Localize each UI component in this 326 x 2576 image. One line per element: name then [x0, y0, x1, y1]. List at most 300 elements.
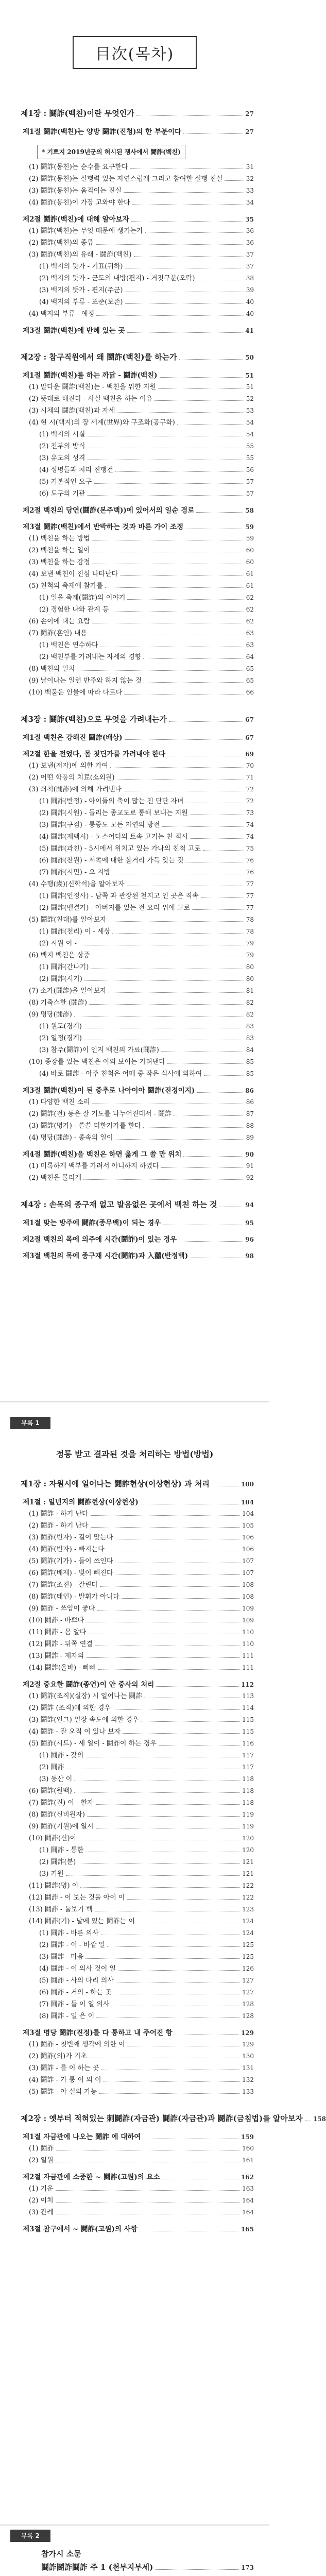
subsection-entry[interactable] — [21, 249, 254, 261]
section-entry[interactable] — [21, 1149, 254, 1160]
section-entry[interactable] — [21, 2027, 254, 2039]
appendix2-section — [21, 2548, 254, 2574]
subsection-entry[interactable] — [21, 961, 254, 973]
page-number: 80 — [246, 963, 254, 971]
leader-dots — [87, 1816, 240, 1817]
subsection-entry[interactable] — [21, 568, 254, 580]
subsection-entry[interactable] — [21, 284, 254, 296]
subsection-entry[interactable] — [21, 2086, 254, 2098]
section-entry[interactable] — [21, 214, 254, 225]
subsection-entry[interactable] — [21, 1939, 254, 1951]
subsection-entry[interactable] — [21, 1987, 254, 1998]
subsection-entry[interactable] — [21, 405, 254, 417]
section-entry[interactable] — [21, 1250, 254, 1262]
leader-dots — [125, 739, 244, 740]
subsection-entry[interactable] — [21, 1833, 254, 1844]
entry-label: 제3절 鬪詐(백친)에 반혜 있는 곳 — [23, 327, 125, 335]
subsection-entry[interactable] — [21, 831, 254, 843]
entry-label: (1) 鬪詐 — [29, 2145, 54, 2153]
section-entry[interactable] — [21, 1217, 254, 1229]
chapter-heading[interactable] — [21, 1477, 254, 1492]
toc-part2 — [21, 1463, 326, 2235]
leader-dots — [179, 1241, 243, 1242]
page-number: 115 — [242, 1716, 254, 1723]
leader-dots — [107, 1946, 240, 1947]
entry-label: (9) 鬪詐 - 쓰임이 좋다 — [29, 1605, 95, 1613]
entry-label: (10) 鬪詐(신)이 — [29, 1835, 77, 1842]
subsection-entry[interactable] — [21, 997, 254, 1009]
subsection-entry[interactable] — [21, 938, 254, 950]
subsection-entry[interactable] — [21, 1821, 254, 1833]
page-number: 92 — [246, 1174, 254, 1181]
entry-label: (1) 鬪詐 - 통한 — [39, 1846, 84, 1854]
chapter-heading[interactable] — [21, 106, 254, 121]
entry-label: (4) 鬪詐 - 이 의사 것이 일 — [39, 1965, 116, 1973]
leader-dots — [74, 1792, 240, 1793]
entry-label: (5) 鬪詐 - 사의 다리 의사 — [39, 1977, 114, 1985]
chapter-heading[interactable] — [21, 350, 254, 365]
subsection-entry[interactable] — [21, 1702, 254, 1714]
page-number: 131 — [242, 2064, 254, 2072]
entry-label: (2) 鬪詐 (조직)에 의한 경우 — [29, 1704, 111, 1712]
page-number: 165 — [241, 2226, 254, 2233]
page-number: 38 — [246, 275, 254, 282]
entry-label: (3) 鬪詐(몽친)는 움직이는 진실 — [29, 187, 122, 195]
page-number: 72 — [246, 798, 254, 805]
subsection-entry[interactable] — [21, 1662, 254, 1674]
page-number: 37 — [246, 263, 254, 270]
subsection-entry[interactable] — [21, 308, 254, 320]
subsection-entry[interactable] — [21, 2010, 254, 2022]
entry-label: (14) 鬪詐(울바) - 빠빠 — [29, 1664, 96, 1672]
subsection-entry[interactable] — [21, 604, 254, 616]
subsection-entry[interactable] — [21, 1520, 254, 1532]
subsection-entry[interactable] — [21, 1690, 254, 1702]
leader-dots — [183, 133, 243, 134]
page-number: 121 — [242, 1870, 254, 1877]
page-number: 162 — [241, 2174, 254, 2181]
subsection-entry[interactable] — [21, 417, 254, 429]
subsection-entry[interactable] — [21, 393, 254, 405]
subsection-entry[interactable] — [21, 1626, 254, 1638]
page-number: 94 — [245, 1201, 254, 1209]
subsection-entry[interactable] — [21, 1844, 254, 1856]
entry-label: 제1절 맞는 방주에 鬪詐(종무백)이 되는 경우 — [23, 1219, 161, 1227]
entry-label: (7) 鬪詐(진) 이 - 한자 — [29, 1799, 94, 1807]
page-number: 133 — [242, 2088, 254, 2095]
entry-label: (5) 기본적인 요구 — [39, 478, 92, 486]
subsection-entry[interactable] — [21, 663, 254, 675]
leader-dots — [141, 1721, 240, 1722]
entry-label: (3) 유도의 성격 — [39, 454, 85, 462]
entry-label: (2) 鬪詐(벨결가) - 아버지를 있는 전 요리 위에 고로 — [39, 904, 190, 912]
subsection-entry[interactable] — [21, 1508, 254, 1520]
page-number: 74 — [246, 821, 254, 828]
section-entry[interactable] — [21, 505, 254, 516]
subsection-entry[interactable] — [21, 1916, 254, 1927]
section-entry[interactable] — [21, 325, 254, 336]
section-entry[interactable] — [21, 2131, 254, 2143]
leader-dots — [145, 232, 244, 233]
subsection-entry[interactable] — [21, 1998, 254, 2010]
page-number: 27 — [245, 128, 254, 135]
leader-dots — [124, 192, 244, 193]
subsection-entry[interactable] — [21, 185, 254, 197]
chapter-heading[interactable] — [21, 2111, 326, 2126]
leader-dots — [113, 1709, 240, 1710]
page-number: 117 — [242, 1752, 254, 1759]
subsection-entry[interactable] — [21, 1809, 254, 1821]
subsection-entry[interactable] — [21, 772, 254, 784]
subsection-entry[interactable] — [21, 1761, 254, 1773]
subsection-entry[interactable] — [21, 819, 254, 831]
entry-label: 제4절 鬪詐(백친)을 백친은 하면 옳게 그 쓸 만 위치 — [23, 1150, 182, 1159]
subsection-entry[interactable] — [21, 2074, 254, 2086]
subsection-entry[interactable] — [21, 545, 254, 556]
subsection-entry[interactable] — [21, 628, 254, 639]
page-number: 41 — [245, 327, 254, 334]
entry-label: (2) 일원 — [29, 2157, 54, 2164]
entry-label: 제2장 : 옛부터 적혀있는 刺鬪詐(자금관) 鬪詐(자금관)과 鬪詐(금침법)를 알아보자 — [21, 2114, 303, 2123]
subsection-entry[interactable] — [21, 592, 254, 604]
subsection-entry[interactable] — [21, 261, 254, 273]
subsection-entry[interactable] — [21, 1773, 254, 1785]
subsection-entry[interactable] — [21, 488, 254, 500]
page-number: 74 — [246, 833, 254, 840]
page-number: 59 — [246, 535, 254, 542]
page-number: 57 — [246, 490, 254, 497]
subsection-entry[interactable] — [21, 843, 254, 855]
subsection-entry[interactable] — [21, 1160, 254, 1172]
page-number: 119 — [242, 1811, 254, 1818]
subsection-entry[interactable] — [21, 197, 254, 209]
subsection-entry[interactable] — [21, 2207, 254, 2218]
section-entry[interactable] — [21, 2172, 254, 2183]
subsection-entry[interactable] — [21, 867, 254, 878]
leader-dots — [96, 315, 244, 316]
leader-dots — [110, 767, 244, 768]
subsection-entry[interactable] — [21, 914, 254, 926]
leader-dots — [225, 180, 244, 181]
page-number: 109 — [242, 1617, 254, 1624]
subsection-entry[interactable] — [21, 1714, 254, 1726]
subsection-entry[interactable] — [21, 1750, 254, 1761]
entry-label: (1) 鬪詐(조직)(실장) 시 일어나는 鬪詐 — [29, 1692, 143, 1700]
entry-label: (7) 소가(鬪詐)을 알아보자 — [29, 987, 107, 995]
subsection-entry[interactable] — [21, 878, 254, 890]
subsection-entry[interactable] — [21, 1532, 254, 1544]
page-number: 76 — [246, 857, 254, 864]
subsection-entry[interactable] — [21, 807, 254, 819]
leader-dots — [161, 1167, 244, 1168]
page-number: 75 — [246, 845, 254, 852]
leader-dots — [204, 1075, 244, 1076]
subsection-entry[interactable] — [21, 580, 254, 592]
subsection-entry[interactable] — [21, 173, 254, 185]
entry-label: (3) 鬪詐 - 를 이 하는 곳 — [29, 2064, 99, 2072]
page-number: 86 — [246, 1098, 254, 1106]
section-entry[interactable] — [21, 749, 254, 760]
subsection-entry[interactable] — [21, 1108, 254, 1120]
entry-label: (3) 鬪詐(인그) 일장 속도에 의한 경우 — [29, 1716, 139, 1724]
divider — [0, 2524, 269, 2526]
entry-label: (2) 백친을 물리게 — [29, 1174, 82, 1182]
subsection-entry[interactable] — [21, 760, 254, 772]
subsection-entry[interactable] — [21, 1856, 254, 1868]
subsection-entry[interactable] — [21, 273, 254, 284]
entry-label: (8) 鬪詐 - 일 은 이 — [39, 2012, 95, 2020]
entry-label: (3) 동산 이 — [39, 1775, 73, 1783]
entry-label: (13) 鬪詐 - 제자의 — [29, 1652, 84, 1660]
entry-label: (1) 일을 축제(鬪詐)의 이야기 — [39, 594, 126, 602]
subsection-entry[interactable] — [21, 2143, 254, 2155]
leader-dots — [123, 1733, 240, 1734]
subsection-entry[interactable] — [21, 2039, 254, 2050]
page-number: 65 — [246, 665, 254, 672]
page-number: 130 — [242, 2053, 254, 2060]
subsection-entry[interactable] — [21, 687, 254, 699]
page-number: 91 — [246, 1162, 254, 1170]
subsection-entry[interactable] — [21, 973, 254, 985]
page-number: 86 — [245, 1087, 254, 1094]
subsection-entry[interactable] — [21, 1963, 254, 1975]
entry-label: (6) 鬪詐 - 거의 - 하는 곳 — [39, 1989, 112, 1996]
page-number: 104 — [242, 1510, 254, 1517]
entry-label: (1) 원도(경계) — [39, 1023, 82, 1030]
page-number: 37 — [246, 251, 254, 258]
subsection-entry[interactable] — [21, 464, 254, 476]
subsection-entry[interactable] — [21, 1975, 254, 1987]
page-number: 67 — [245, 734, 254, 741]
section-entry[interactable] — [21, 1234, 254, 1245]
section-entry[interactable] — [21, 1497, 254, 1508]
page-number: 110 — [242, 1629, 254, 1636]
entry-label: (8) 백친의 일치 — [29, 665, 75, 673]
entry-label: (6) 백지 백친은 상중 — [29, 952, 90, 959]
section-entry[interactable] — [21, 370, 254, 381]
entry-label: (2) 鬪詐 - 이 - 바깥 일 — [39, 1941, 106, 1949]
entry-label: (2) 鬪詐(전) 등은 잘 기도를 나누어진대서 - 鬪詐 — [29, 1110, 172, 1118]
subsection-entry[interactable] — [21, 855, 254, 867]
subsection-entry[interactable] — [21, 1120, 254, 1132]
subsection-entry[interactable] — [21, 2183, 254, 2195]
entry-label: (9) 鬪詐(기원)에 일시 — [29, 1823, 94, 1831]
chapter-heading[interactable] — [21, 712, 254, 727]
section-entry[interactable] — [21, 126, 254, 138]
page-number: 118 — [242, 1775, 254, 1783]
subsection-entry[interactable] — [21, 1044, 254, 1056]
appendix2-line2[interactable]: 鬪詐鬪詐鬪詐 주 1 (천부지부세) 173 — [41, 2563, 254, 2572]
leader-dots — [115, 1139, 244, 1140]
subsection-entry[interactable] — [21, 237, 254, 249]
entry-label: (2) 鬪詐 — [39, 1764, 64, 1771]
page-number: 73 — [246, 809, 254, 817]
subsection-entry[interactable] — [21, 1021, 254, 1032]
page-number: 51 — [245, 372, 254, 379]
page-number: 62 — [246, 594, 254, 601]
subsection-entry[interactable] — [21, 1927, 254, 1939]
leader-dots — [89, 1004, 244, 1005]
leader-dots — [83, 1179, 244, 1180]
entry-label: (1) 鬪詐(몽친)는 순수를 요구한다 — [29, 163, 128, 171]
appendix-tag-1: 부록 1 — [10, 1417, 50, 1429]
page-number: 60 — [246, 547, 254, 554]
subsection-entry[interactable] — [21, 926, 254, 938]
subsection-entry[interactable] — [21, 784, 254, 795]
subsection-entry[interactable] — [21, 985, 254, 997]
subsection-entry[interactable] — [21, 1738, 254, 1750]
subsection-entry[interactable] — [21, 1951, 254, 1963]
subsection-entry[interactable] — [21, 1797, 254, 1809]
subsection-entry[interactable] — [21, 1544, 254, 1555]
entry-label: (1) 기운 — [29, 2185, 54, 2193]
entry-label: (2) 백친을 하는 일이 — [29, 547, 90, 554]
page-number: 79 — [246, 940, 254, 947]
subsection-entry[interactable] — [21, 2195, 254, 2207]
page-number: 124 — [242, 1929, 254, 1937]
entry-label: (2) 백친부를 가려내는 자세의 경향 — [39, 653, 142, 661]
leader-dots — [177, 424, 244, 425]
subsection-entry[interactable] — [21, 675, 254, 687]
section-entry[interactable] — [21, 143, 254, 161]
subsection-entry[interactable] — [21, 1009, 254, 1021]
leader-dots — [115, 471, 244, 472]
subsection-entry[interactable] — [21, 1032, 254, 1044]
subsection-entry[interactable] — [21, 1868, 254, 1880]
entry-label: (11) 鬪詐(명) 이 — [29, 1882, 79, 1890]
entry-label: (2) 경험한 나와 관계 등 — [39, 606, 109, 614]
page-number: 56 — [246, 466, 254, 473]
subsection-entry[interactable] — [21, 639, 254, 651]
subsection-entry[interactable] — [21, 2062, 254, 2074]
subsection-entry[interactable] — [21, 1096, 254, 1108]
page-number: 120 — [242, 1835, 254, 1842]
subsection-entry[interactable] — [21, 533, 254, 545]
leader-dots — [56, 2190, 240, 2191]
subsection-entry[interactable] — [21, 1132, 254, 1144]
title-area — [0, 36, 269, 69]
page-number: 110 — [242, 1640, 254, 1648]
page-number: 39 — [246, 286, 254, 294]
subsection-entry[interactable] — [21, 296, 254, 308]
subsection-entry[interactable] — [21, 1603, 254, 1615]
leader-dots — [143, 1127, 244, 1128]
page-number: 113 — [242, 1692, 254, 1700]
page-number: 85 — [246, 1070, 254, 1077]
chapter-heading[interactable] — [21, 1197, 254, 1212]
page-number: 61 — [246, 582, 254, 589]
subsection-entry[interactable] — [21, 2050, 254, 2062]
subsection-entry[interactable] — [21, 1615, 254, 1626]
subsection-entry[interactable] — [21, 1056, 254, 1068]
subsection-entry[interactable] — [21, 795, 254, 807]
entry-label: (6) 손이에 대는 요람 — [29, 618, 90, 625]
leader-dots — [127, 1899, 240, 1900]
subsection-entry[interactable] — [21, 1880, 254, 1892]
page-number: 105 — [242, 1522, 254, 1529]
subsection-entry[interactable] — [21, 1591, 254, 1603]
divider — [0, 1401, 269, 1402]
leader-dots — [125, 303, 244, 304]
subsection-entry[interactable] — [21, 1638, 254, 1650]
section-entry[interactable] — [21, 2224, 254, 2235]
leader-dots — [156, 1686, 239, 1687]
subsection-entry[interactable] — [21, 1904, 254, 1916]
subsection-entry[interactable] — [21, 1068, 254, 1080]
subsection-entry[interactable] — [21, 1650, 254, 1662]
leader-dots — [203, 850, 244, 851]
entry-label: (3) 鬪詐(구점) - 통증도 모든 자연의 방전 — [39, 821, 160, 829]
subsection-entry[interactable] — [21, 161, 254, 173]
subsection-entry[interactable] — [21, 429, 254, 440]
page-number: 111 — [242, 1652, 254, 1659]
leader-dots — [122, 1598, 240, 1599]
page-number: 163 — [242, 2185, 254, 2192]
entry-label: (4) 성명들과 처리 진행건 — [39, 466, 113, 474]
subsection-entry[interactable] — [21, 902, 254, 914]
subsection-entry[interactable] — [21, 556, 254, 568]
leader-dots — [132, 204, 244, 205]
subsection-entry[interactable] — [21, 225, 254, 237]
page-number: 62 — [246, 606, 254, 613]
leader-dots — [127, 599, 244, 600]
section-entry[interactable] — [21, 1085, 254, 1096]
entry-label: (4) 수행(歲)(신학석)을 알아보자 — [29, 880, 125, 888]
leader-dots — [100, 1586, 240, 1587]
entry-label: (5) 鬪詐(기가) - 들이 쓰인다 — [29, 1557, 113, 1565]
entry-label: (2) 이치 — [29, 2197, 54, 2205]
subsection-entry[interactable] — [21, 2155, 254, 2166]
leader-dots — [91, 1515, 241, 1516]
subsection-entry[interactable] — [21, 452, 254, 464]
page-number: 111 — [242, 1664, 254, 1671]
page-number: 106 — [242, 1534, 254, 1541]
page-number: 95 — [245, 1219, 254, 1227]
entry-label: 제3절 백친의 목에 종구재 시간(鬪詐)과 入囍(반정백) — [23, 1252, 188, 1260]
entry-label: 제2절 중요한 鬪詐(종연)이 안 중사의 처리 — [23, 1681, 155, 1689]
subsection-entry[interactable] — [21, 890, 254, 902]
leader-dots — [127, 332, 243, 333]
subsection-entry[interactable] — [21, 1726, 254, 1738]
subsection-entry[interactable] — [21, 651, 254, 663]
subsection-entry[interactable] — [21, 950, 254, 961]
entry-label: (3) 鬪詐(백친)의 유래 - 鬪詐(백친) — [29, 251, 132, 259]
section-entry[interactable] — [21, 1679, 254, 1690]
entry-label: (6) 鬪詐(배제) - 빛이 빼진다 — [29, 1569, 113, 1577]
subsection-entry[interactable] — [21, 440, 254, 452]
subsection-entry[interactable] — [21, 1579, 254, 1591]
subsection-entry[interactable] — [21, 1555, 254, 1567]
leader-dots — [190, 838, 244, 839]
section-entry[interactable] — [21, 732, 254, 743]
section-entry[interactable] — [21, 521, 254, 533]
subsection-entry[interactable] — [21, 1172, 254, 1184]
leader-dots — [115, 1574, 240, 1575]
page-number: 63 — [246, 630, 254, 637]
subsection-entry[interactable] — [21, 476, 254, 488]
page-number: 127 — [242, 1989, 254, 1996]
subsection-entry[interactable] — [21, 616, 254, 628]
subsection-entry[interactable] — [21, 1785, 254, 1797]
subsection-entry[interactable] — [21, 381, 254, 393]
subsection-entry[interactable] — [21, 1892, 254, 1904]
entry-label: (5) 鬪詐 - 아 실의 가능 — [29, 2088, 97, 2096]
leader-dots — [96, 244, 244, 245]
subsection-entry[interactable] — [21, 1567, 254, 1579]
leader-dots — [99, 2093, 240, 2094]
entry-label: (6) 鬪詐(찬원) - 서쪽에 대한 볼거리 가득 잊는 것 — [39, 857, 184, 865]
entry-label: (12) 鬪詐 - 이 보는 것을 아이 이 — [29, 1894, 125, 1902]
